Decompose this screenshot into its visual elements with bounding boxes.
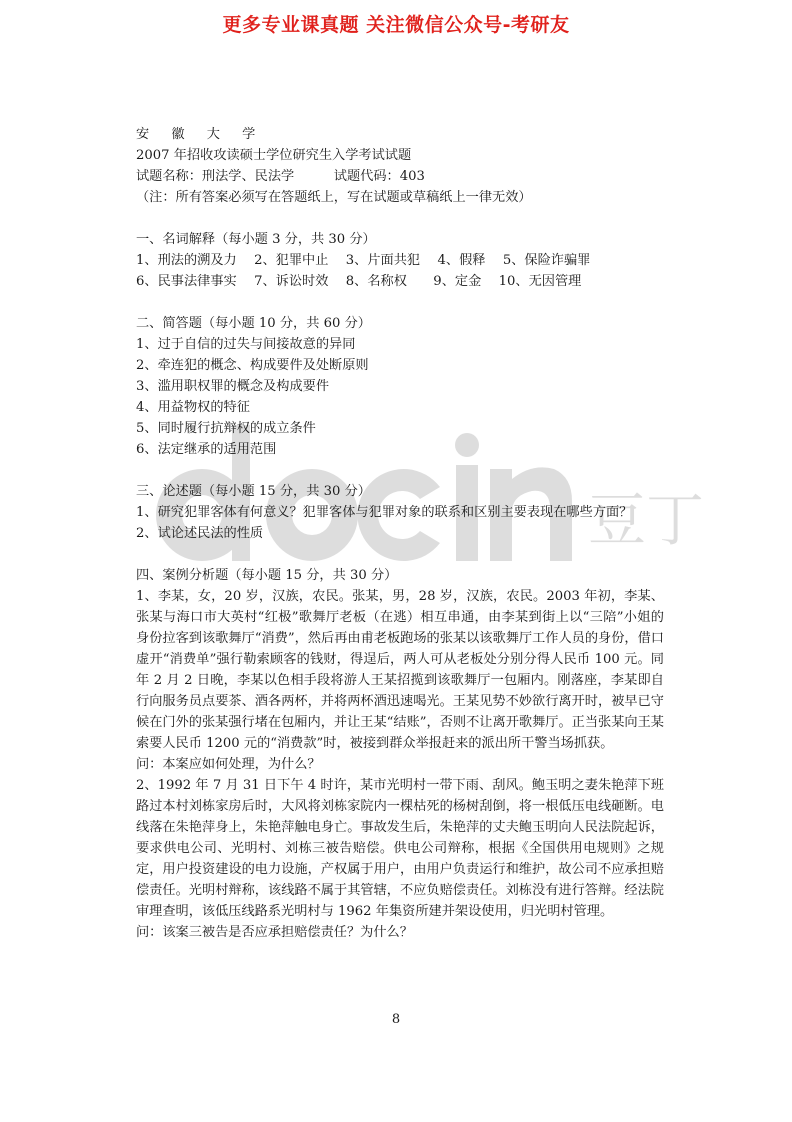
promo-banner: 更多专业课真题 关注微信公众号-考研友	[222, 14, 570, 36]
case1-text: 1、李某，女，20 岁，汉族，农民。张某，男，28 岁，汉族，农民。2003 年初，李某、张某与海口市大英村“红极”歌舞厅老板（在逃）相互串通，由李某到街上以“三陪”小姐的身份拉客到该歌舞厅“消费”，然后再由甫老板跑场的张某以该歌舞厅工作人员的身份，借口虚开“消费单”强行勒索顾客的钱财，得逞后，两人可从老板处分别分得人民币 100 元。同年 2 月 2 日晚，李某以色相手段将游人王某招揽到该歌舞厅一包厢内。刚落座，李某即自行向服务员点要茶、酒各两杯，并将两杯酒迅速喝光。王某见势不妙欲行离开时，被早已守候在门外的张某强行堵在包厢内，并让王某“结账”，否则不让离开歌舞厅。正当张某向王某索要人民币 1200 元的“消费款”时，被接到群众举报赶来的派出所干警当场抓获。	[136, 589, 664, 751]
section1-row1: 1、刑法的溯及力 2、犯罪中止 3、片面共犯 4、假释 5、保险诈骗罪	[136, 253, 591, 268]
list-item: 4、用益物权的特征	[136, 400, 250, 415]
list-item: 6、法定继承的适用范围	[136, 442, 277, 457]
case2-text: 2、1992 年 7 月 31 日下午 4 时许，某市光明村一带下雨、刮风。鲍玉明之妻朱艳萍下班路过本村刘栋家房后时，大风将刘栋家院内一棵枯死的杨树刮倒，将一根低压电线砸断。电线落在朱艳萍身上，朱艳萍触电身亡。事故发生后，朱艳萍的丈夫鲍玉明向人民法院起诉，要求供电公司、光明村、刘栋三被告赔偿。供电公司辩称，根据《全国供用电规则》之规定，用户投资建设的电力设施，产权属于用户，由用户负责运行和维护，故公司不应承担赔偿责任。光明村辩称，该线路不属于其管辖，不应负赔偿责任。刘栋没有进行答辩。经法院审理查明，该低压线路系光明村与 1962 年集资所建并架设使用，归光明村管理。	[136, 778, 664, 919]
section2-heading: 二、简答题（每小题 10 分，共 60 分）	[136, 316, 371, 331]
section1-row2: 6、民事法律事实 7、诉讼时效 8、名称权 9、定金 10、无因管理	[136, 274, 582, 289]
section4-heading: 四、案例分析题（每小题 15 分，共 30 分）	[136, 568, 398, 583]
list-item: 3、滥用职权罪的概念及构成要件	[136, 379, 330, 394]
list-item: 2、试论述民法的性质	[136, 526, 264, 541]
exam-note: （注：所有答案必须写在答题纸上，写在试题或草稿纸上一律无效）	[136, 190, 532, 205]
exam-title: 2007 年招收攻读硕士学位研究生入学考试试题	[136, 148, 412, 163]
exam-content	[136, 124, 664, 943]
list-item: 1、研究犯罪客体有何意义？犯罪客体与犯罪对象的联系和区别主要表现在哪些方面？	[136, 505, 633, 520]
page-number: 8	[391, 1012, 401, 1027]
case2-question: 问：该案三被告是否应承担赔偿责任？为什么？	[136, 925, 413, 940]
university-name: 安 徽 大 学	[136, 127, 265, 142]
case1-question: 问：本案应如何处理，为什么？	[136, 757, 321, 772]
section3-heading: 三、论述题（每小题 15 分，共 30 分）	[136, 484, 371, 499]
list-item: 1、过于自信的过失与间接故意的异同	[136, 337, 356, 352]
list-item: 2、牵连犯的概念、构成要件及处断原则	[136, 358, 369, 373]
section1-heading: 一、名词解释（每小题 3 分，共 30 分）	[136, 232, 376, 247]
subject-line: 试题名称：刑法学、民法学 试题代码：403	[136, 169, 425, 184]
svg-text:豆丁: 豆丁	[588, 486, 705, 554]
list-item: 5、同时履行抗辩权的成立条件	[136, 421, 316, 436]
